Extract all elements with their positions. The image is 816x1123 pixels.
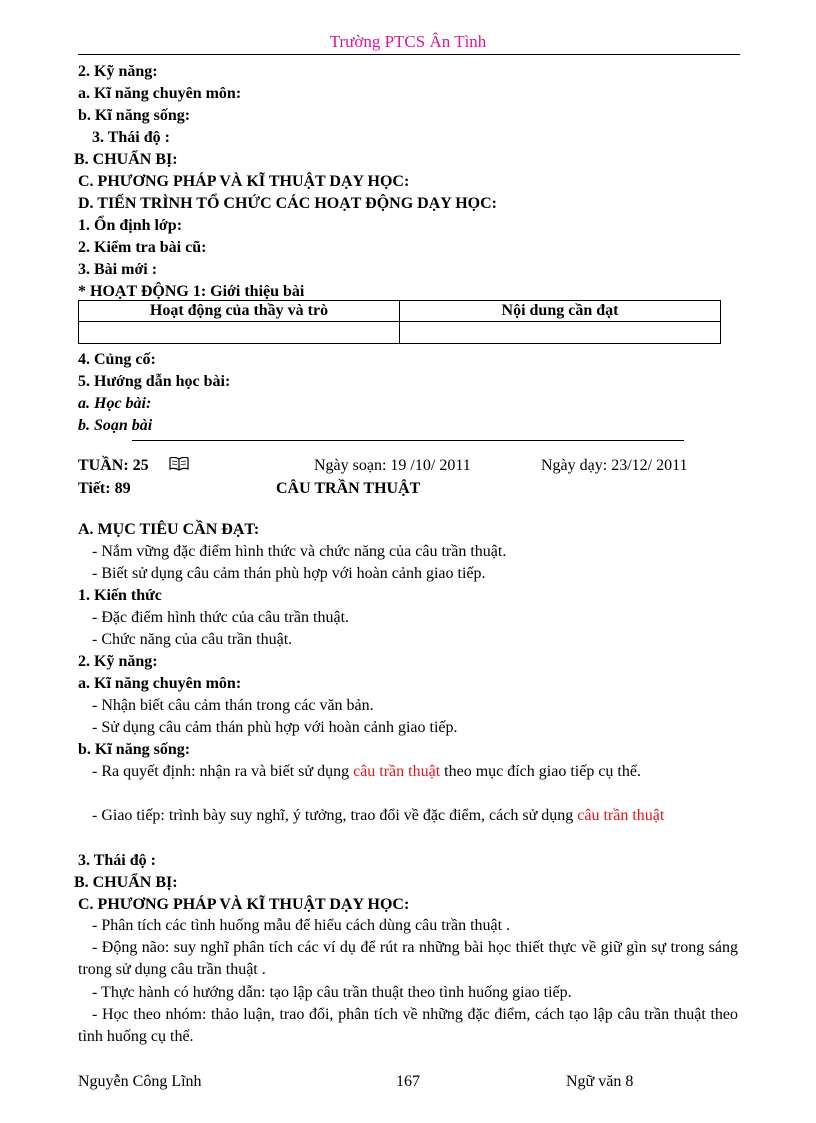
process-heading: D. TIẾN TRÌNH TỔ CHỨC CÁC HOẠT ĐỘNG DẠY HỌC: — [78, 195, 498, 212]
professional-skill-item: - Sử dụng câu cảm thán phù hợp với hoàn cảnh giao tiếp. — [92, 719, 458, 736]
prepare-lesson-heading: b. Soạn bài — [78, 417, 153, 434]
preparation-heading-2: B. CHUẨN BỊ: — [74, 874, 178, 891]
week-label — [78, 456, 189, 476]
knowledge-heading: 1. Kiến thức — [78, 587, 162, 604]
objective-item: - Biết sử dụng câu cảm thán phù hợp với hoàn cảnh giao tiếp. — [92, 565, 486, 582]
life-skill-communication — [78, 805, 738, 827]
footer-page-number: 167 — [396, 1073, 420, 1090]
teach-date: Ngày dạy: 23/12/ 2011 — [541, 457, 688, 474]
attitude-heading-2: 3. Thái độ : — [78, 852, 156, 869]
professional-skill-item: - Nhận biết câu cảm thán trong các văn bản. — [92, 697, 374, 714]
period-label: Tiết: 89 — [78, 480, 131, 497]
section-separator — [132, 440, 684, 441]
method-text: - Học theo nhóm: thảo luận, trao đổi, phân tích về những đặc điểm, cách tạo lập câu trần thuật theo tình huống cụ thể. — [78, 1006, 738, 1045]
life-skill-text: - Ra quyết định: nhận ra và biết sử dụng — [92, 763, 354, 780]
life-skills-heading-2: b. Kĩ năng sống: — [78, 741, 191, 758]
method-item — [78, 1004, 738, 1048]
highlighted-term: câu trần thuật — [353, 763, 441, 780]
attitude-heading: 3. Thái độ : — [92, 129, 170, 146]
week-text: TUẦN: 25 — [78, 457, 149, 474]
open-book-icon — [169, 457, 189, 471]
life-skills-heading: b. Kĩ năng sống: — [78, 107, 191, 124]
review-check: 2. Kiểm tra bài cũ: — [78, 239, 207, 256]
life-skill-decision — [78, 761, 738, 783]
professional-skills-heading: a. Kĩ năng chuyên môn: — [78, 85, 242, 102]
professional-skills-heading-2: a. Kĩ năng chuyên môn: — [78, 675, 242, 692]
method-text: - Động não: suy nghĩ phân tích các ví dụ để rút ra những bài học thiết thực về giữ gìn sự trong sáng trong sử dụng câu trần thuật . — [78, 939, 738, 978]
lesson-title: CÂU TRẦN THUẬT — [276, 480, 421, 497]
study-lesson-heading: a. Học bài: — [78, 395, 152, 412]
header-rule — [78, 54, 740, 55]
knowledge-item: - Chức năng của câu trần thuật. — [92, 631, 293, 648]
footer-subject: Ngữ văn 8 — [566, 1073, 634, 1090]
methods-heading-2: C. PHƯƠNG PHÁP VÀ KĨ THUẬT DẠY HỌC: — [78, 896, 410, 913]
study-guide-heading: 5. Hướng dẫn học bài: — [78, 373, 231, 390]
methods-heading: C. PHƯƠNG PHÁP VÀ KĨ THUẬT DẠY HỌC: — [78, 173, 410, 190]
prep-date: Ngày soạn: 19 /10/ 2011 — [314, 457, 471, 474]
table-header-content: Nội dung cần đạt — [400, 301, 721, 322]
new-lesson: 3. Bài mới : — [78, 261, 158, 278]
objective-item: - Nắm vững đặc điểm hình thức và chức năng của câu trần thuật. — [92, 543, 507, 560]
objectives-heading: A. MỤC TIÊU CẦN ĐẠT: — [78, 521, 260, 538]
footer-author: Nguyễn Công Lĩnh — [78, 1073, 202, 1090]
table-header-activities: Hoạt động của thầy và trò — [79, 301, 400, 322]
consolidation-heading: 4. Củng cố: — [78, 351, 156, 368]
method-item — [78, 937, 738, 981]
table-cell — [79, 322, 400, 344]
skills-heading-2: 2. Kỹ năng: — [78, 653, 158, 670]
method-item: - Phân tích các tình huống mẫu để hiểu cách dùng câu trần thuật . — [92, 917, 511, 934]
activity-table — [78, 300, 721, 344]
life-skill-text: theo mục đích giao tiếp cụ thể. — [440, 763, 641, 780]
skills-heading: 2. Kỹ năng: — [78, 63, 158, 80]
knowledge-item: - Đặc điểm hình thức của câu trần thuật. — [92, 609, 350, 626]
page-header: Trường PTCS Ân Tình — [329, 32, 487, 51]
table-cell — [400, 322, 721, 344]
preparation-heading: B. CHUẨN BỊ: — [74, 151, 178, 168]
highlighted-term: câu trần thuật — [577, 807, 665, 824]
class-stabilize: 1. Ổn định lớp: — [78, 217, 183, 234]
method-item: - Thực hành có hướng dẫn: tạo lập câu trần thuật theo tình huống giao tiếp. — [92, 984, 572, 1001]
activity-1-heading: * HOẠT ĐỘNG 1: Giới thiệu bài — [78, 283, 305, 300]
life-skill-text: - Giao tiếp: trình bày suy nghĩ, ý tưởng, trao đổi về đặc điểm, cách sử dụng — [92, 807, 578, 824]
